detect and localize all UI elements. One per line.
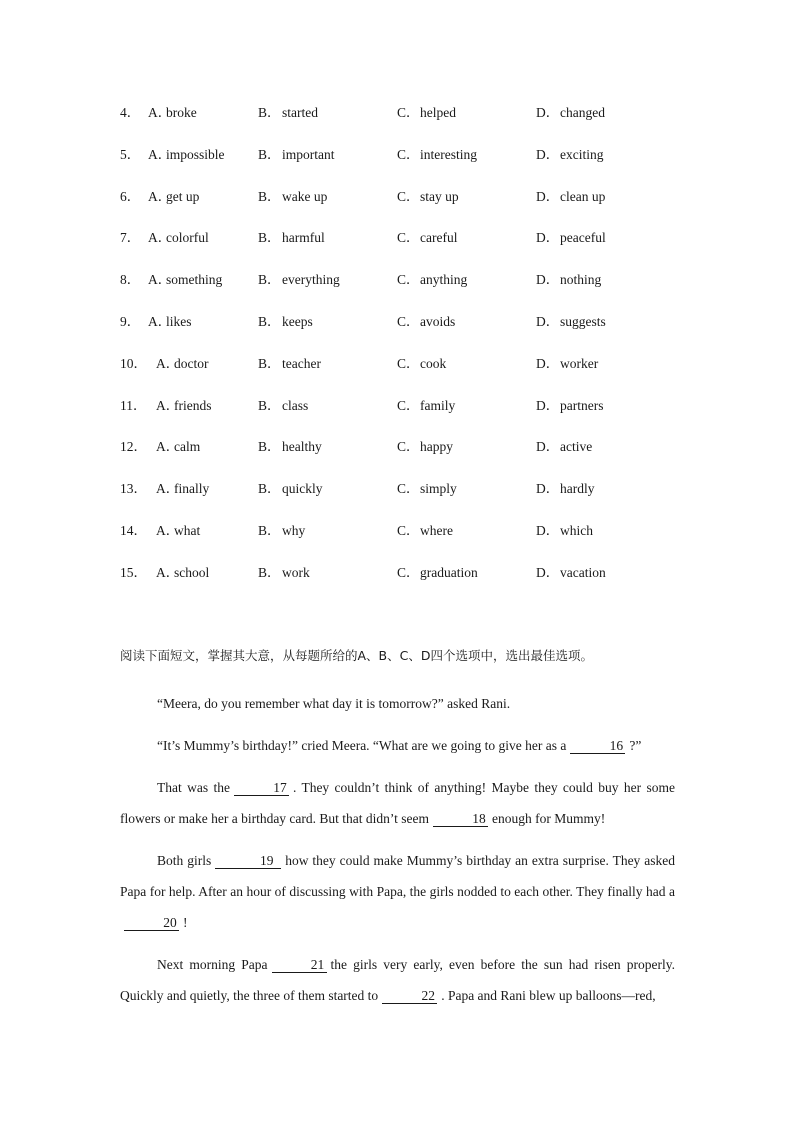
option-text: family [420,398,456,413]
question-row [0,563,794,583]
passage-text: . They couldn’t think of anything! Maybe they could buy her some flowers or make her a birthday card. But that didn’t seem [120,780,675,826]
option-letter: B． [258,565,281,580]
option-letter: D． [536,481,560,496]
passage-paragraph-4 [120,845,675,938]
option-letter: D． [536,523,560,538]
option-text: nothing [560,272,602,287]
option-text: quickly [282,481,323,496]
question-number: 6． [120,189,141,204]
option-letter: B． [258,398,281,413]
blank-20: 20 [124,915,179,931]
blank-18: 18 [433,811,488,827]
passage-text: “Meera, do you remember what day it is tomorrow?” asked Rani. [157,696,511,711]
question-row [0,312,794,332]
option-text: wake up [282,189,328,204]
option-text: graduation [420,565,478,580]
blank-17: 17 [234,780,289,796]
option-text: friends [174,398,212,413]
option-letter: D． [536,272,560,287]
blank-19: 19 [215,853,281,869]
option-text: important [282,147,335,162]
passage-text: Both girls [157,853,212,868]
option-letter: A． [148,272,172,287]
option-text: suggests [560,314,606,329]
option-letter: A． [156,356,180,371]
question-row [0,187,794,207]
option-text: simply [420,481,457,496]
passage-text: . Papa and Rani blew up balloons—red, [441,988,656,1003]
option-text: happy [420,439,453,454]
option-text: why [282,523,306,538]
passage-text: “It’s Mummy’s birthday!” cried Meera. “What are we going to give her as a [157,738,567,753]
option-text: broke [166,105,197,120]
option-letter: C． [397,272,420,287]
option-text: class [282,398,309,413]
question-row [0,145,794,165]
option-letter: B． [258,189,281,204]
option-text: which [560,523,593,538]
blank-21: 21 [272,957,327,973]
option-letter: B． [258,105,281,120]
passage-text: enough for Mummy! [492,811,606,826]
reading-passage [120,688,675,1022]
option-text: school [174,565,210,580]
option-letter: A． [148,314,172,329]
question-row [0,228,794,248]
option-text: interesting [420,147,477,162]
option-text: avoids [420,314,456,329]
option-letter: A． [156,439,180,454]
option-text: helped [420,105,456,120]
option-letter: B． [258,272,281,287]
option-letter: C． [397,147,420,162]
option-text: work [282,565,310,580]
option-letter: A． [148,189,172,204]
question-row [0,270,794,290]
option-letter: D． [536,105,560,120]
option-letter: B． [258,230,281,245]
option-letter: A． [148,105,172,120]
option-text: everything [282,272,340,287]
passage-text: the girls very early, even before the sun had risen properly. Quickly and quietly, the three of them started to [120,957,676,1003]
option-text: vacation [560,565,606,580]
option-letter: D． [536,314,560,329]
option-text: teacher [282,356,321,371]
option-text: started [282,105,318,120]
question-number: 8． [120,272,141,287]
question-number: 9． [120,314,141,329]
option-text: hardly [560,481,595,496]
blank-16: 16 [570,738,625,754]
option-letter: B． [258,356,281,371]
option-text: careful [420,230,458,245]
question-number: 14． [120,523,147,538]
option-text: stay up [420,189,459,204]
option-letter: C． [397,356,420,371]
option-letter: C． [397,565,420,580]
option-text: impossible [166,147,225,162]
option-letter: B． [258,147,281,162]
passage-paragraph-3 [120,772,675,834]
option-text: get up [166,189,200,204]
section-instruction: 阅读下面短文，掌握其大意，从每题所给的A、B、C、D四个选项中，选出最佳选项。 [120,648,593,663]
option-letter: C． [397,314,420,329]
option-text: something [166,272,223,287]
question-number: 5． [120,147,141,162]
option-letter: B． [258,439,281,454]
question-number: 11． [120,398,147,413]
option-letter: D． [536,565,560,580]
option-letter: B． [258,314,281,329]
option-text: exciting [560,147,604,162]
option-text: peaceful [560,230,606,245]
option-letter: C． [397,230,420,245]
option-text: healthy [282,439,322,454]
passage-paragraph-5 [120,949,675,1011]
question-row [0,521,794,541]
option-letter: A． [156,481,180,496]
option-letter: A． [156,565,180,580]
question-number: 4． [120,105,141,120]
option-letter: D． [536,398,560,413]
option-letter: C． [397,439,420,454]
option-letter: C． [397,189,420,204]
option-text: what [174,523,201,538]
option-text: colorful [166,230,209,245]
option-text: anything [420,272,468,287]
question-row [0,354,794,374]
option-text: clean up [560,189,606,204]
option-letter: B． [258,523,281,538]
option-letter: C． [397,481,420,496]
option-letter: C． [397,523,420,538]
option-text: cook [420,356,447,371]
passage-paragraph-2 [120,730,675,761]
option-text: keeps [282,314,313,329]
option-text: doctor [174,356,209,371]
option-text: where [420,523,453,538]
passage-text: Next morning Papa [157,957,268,972]
option-letter: D． [536,356,560,371]
blank-22: 22 [382,988,437,1004]
option-text: worker [560,356,599,371]
option-letter: D． [536,230,560,245]
option-letter: D． [536,439,560,454]
option-letter: C． [397,398,420,413]
option-letter: A． [156,523,180,538]
option-text: finally [174,481,210,496]
option-letter: A． [148,147,172,162]
passage-text: ! [183,915,188,930]
option-text: active [560,439,593,454]
question-number: 10． [120,356,147,371]
question-row [0,437,794,457]
question-number: 13． [120,481,147,496]
question-number: 15． [120,565,147,580]
option-text: calm [174,439,201,454]
option-text: likes [166,314,192,329]
question-number: 12． [120,439,147,454]
option-letter: A． [156,398,180,413]
passage-paragraph-1 [120,688,675,719]
question-row [0,103,794,123]
option-letter: D． [536,189,560,204]
option-letter: B． [258,481,281,496]
passage-text: ?” [629,738,642,753]
passage-text: how they could make Mummy’s birthday an extra surprise. They asked Papa for help. After an hour of discussing with Papa, the girls nodded to each other. They finally had a [120,853,675,899]
option-letter: C． [397,105,420,120]
option-text: partners [560,398,604,413]
question-row [0,396,794,416]
passage-text: That was the [157,780,230,795]
question-number: 7． [120,230,141,245]
option-text: changed [560,105,605,120]
option-letter: D． [536,147,560,162]
question-row [0,479,794,499]
option-letter: A． [148,230,172,245]
option-text: harmful [282,230,325,245]
